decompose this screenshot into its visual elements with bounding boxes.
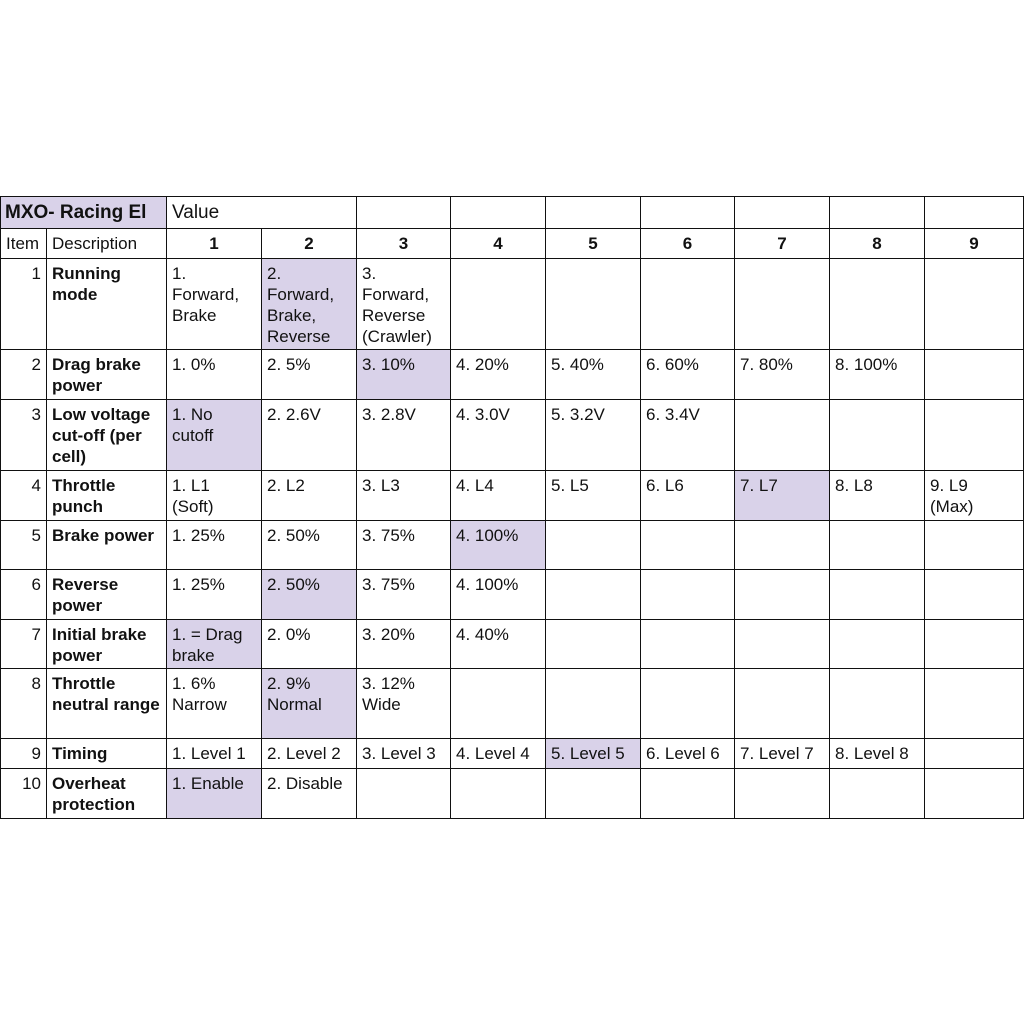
item-number-cell[interactable]: 4 xyxy=(0,471,47,521)
item-number-cell[interactable]: 9 xyxy=(0,739,47,769)
empty-cell[interactable] xyxy=(451,196,546,229)
option-cell[interactable] xyxy=(451,769,546,819)
option-cell[interactable] xyxy=(546,669,641,739)
option-cell[interactable] xyxy=(451,669,546,739)
option-cell[interactable]: 3. Forward, Reverse (Crawler) xyxy=(357,259,451,350)
option-cell[interactable] xyxy=(735,400,830,471)
option-cell[interactable]: 5. 40% xyxy=(546,350,641,400)
option-cell[interactable]: 2. 2.6V xyxy=(262,400,357,471)
option-cell[interactable]: 6. L6 xyxy=(641,471,735,521)
description-cell[interactable]: Reverse power xyxy=(47,570,167,620)
option-cell[interactable] xyxy=(735,570,830,620)
option-cell[interactable] xyxy=(830,669,925,739)
description-header-cell[interactable]: Description xyxy=(47,229,167,259)
item-number-cell[interactable]: 3 xyxy=(0,400,47,471)
empty-cell[interactable] xyxy=(735,196,830,229)
option-cell[interactable]: 1. L1 (Soft) xyxy=(167,471,262,521)
option-cell[interactable] xyxy=(925,769,1024,819)
description-cell[interactable]: Throttle neutral range xyxy=(47,669,167,739)
description-cell[interactable]: Initial brake power xyxy=(47,620,167,669)
item-number-cell[interactable]: 2 xyxy=(0,350,47,400)
option-cell[interactable]: 6. Level 6 xyxy=(641,739,735,769)
option-cell[interactable]: 4. 40% xyxy=(451,620,546,669)
option-cell[interactable] xyxy=(925,669,1024,739)
option-cell[interactable]: 3. Level 3 xyxy=(357,739,451,769)
option-cell[interactable] xyxy=(925,521,1024,570)
option-cell[interactable]: 3. 75% xyxy=(357,570,451,620)
option-cell[interactable] xyxy=(641,620,735,669)
option-cell[interactable]: 7. Level 7 xyxy=(735,739,830,769)
option-cell[interactable] xyxy=(735,669,830,739)
option-cell[interactable]: 4. 100% xyxy=(451,570,546,620)
description-cell[interactable]: Timing xyxy=(47,739,167,769)
item-header-cell[interactable]: Item xyxy=(0,229,47,259)
column-header-8[interactable]: 8 xyxy=(830,229,925,259)
option-cell[interactable]: 8. Level 8 xyxy=(830,739,925,769)
column-header-6[interactable]: 6 xyxy=(641,229,735,259)
option-cell[interactable]: 8. 100% xyxy=(830,350,925,400)
option-cell[interactable] xyxy=(641,521,735,570)
item-number-cell[interactable]: 10 xyxy=(0,769,47,819)
option-cell[interactable] xyxy=(830,259,925,350)
option-cell[interactable] xyxy=(735,259,830,350)
option-cell[interactable]: 3. 20% xyxy=(357,620,451,669)
option-cell[interactable] xyxy=(830,620,925,669)
selected-option-cell[interactable]: 2. 9% Normal xyxy=(262,669,357,739)
option-cell[interactable]: 5. L5 xyxy=(546,471,641,521)
option-cell[interactable] xyxy=(641,769,735,819)
option-cell[interactable]: 4. 20% xyxy=(451,350,546,400)
selected-option-cell[interactable]: 1. No cutoff xyxy=(167,400,262,471)
item-number-cell[interactable]: 7 xyxy=(0,620,47,669)
item-number-cell[interactable]: 5 xyxy=(0,521,47,570)
option-cell[interactable]: 2. Disable xyxy=(262,769,357,819)
description-cell[interactable]: Drag brake power xyxy=(47,350,167,400)
option-cell[interactable]: 7. 80% xyxy=(735,350,830,400)
option-cell[interactable] xyxy=(925,620,1024,669)
option-cell[interactable] xyxy=(830,769,925,819)
option-cell[interactable]: 1. 25% xyxy=(167,521,262,570)
option-cell[interactable] xyxy=(641,669,735,739)
option-cell[interactable]: 1. Level 1 xyxy=(167,739,262,769)
option-cell[interactable]: 6. 3.4V xyxy=(641,400,735,471)
empty-cell[interactable] xyxy=(641,196,735,229)
option-cell[interactable]: 2. 50% xyxy=(262,521,357,570)
option-cell[interactable] xyxy=(546,769,641,819)
option-cell[interactable]: 9. L9 (Max) xyxy=(925,471,1024,521)
option-cell[interactable] xyxy=(641,259,735,350)
option-cell[interactable] xyxy=(546,570,641,620)
column-header-4[interactable]: 4 xyxy=(451,229,546,259)
option-cell[interactable] xyxy=(925,739,1024,769)
option-cell[interactable] xyxy=(546,259,641,350)
option-cell[interactable]: 2. 0% xyxy=(262,620,357,669)
column-header-3[interactable]: 3 xyxy=(357,229,451,259)
description-cell[interactable]: Low voltage cut-off (per cell) xyxy=(47,400,167,471)
selected-option-cell[interactable]: 7. L7 xyxy=(735,471,830,521)
option-cell[interactable]: 3. 75% xyxy=(357,521,451,570)
option-cell[interactable]: 4. Level 4 xyxy=(451,739,546,769)
option-cell[interactable]: 5. 3.2V xyxy=(546,400,641,471)
column-header-1[interactable]: 1 xyxy=(167,229,262,259)
selected-option-cell[interactable]: 4. 100% xyxy=(451,521,546,570)
option-cell[interactable] xyxy=(546,521,641,570)
option-cell[interactable] xyxy=(925,570,1024,620)
selected-option-cell[interactable]: 3. 10% xyxy=(357,350,451,400)
option-cell[interactable]: 4. L4 xyxy=(451,471,546,521)
option-cell[interactable] xyxy=(830,521,925,570)
option-cell[interactable]: 8. L8 xyxy=(830,471,925,521)
option-cell[interactable] xyxy=(735,521,830,570)
selected-option-cell[interactable]: 2. 50% xyxy=(262,570,357,620)
option-cell[interactable] xyxy=(830,400,925,471)
option-cell[interactable] xyxy=(925,259,1024,350)
sheet-title-cell[interactable]: MXO- Racing El xyxy=(0,196,167,229)
option-cell[interactable]: 3. 2.8V xyxy=(357,400,451,471)
selected-option-cell[interactable]: 1. Enable xyxy=(167,769,262,819)
option-cell[interactable] xyxy=(357,769,451,819)
spreadsheet-table xyxy=(0,196,1024,822)
option-cell[interactable]: 4. 3.0V xyxy=(451,400,546,471)
description-cell[interactable]: Throttle punch xyxy=(47,471,167,521)
option-cell[interactable] xyxy=(925,400,1024,471)
option-cell[interactable] xyxy=(925,350,1024,400)
empty-cell[interactable] xyxy=(546,196,641,229)
column-header-5[interactable]: 5 xyxy=(546,229,641,259)
option-cell[interactable] xyxy=(451,259,546,350)
option-cell[interactable]: 1. Forward, Brake xyxy=(167,259,262,350)
column-header-2[interactable]: 2 xyxy=(262,229,357,259)
option-cell[interactable]: 3. 12% Wide xyxy=(357,669,451,739)
option-cell[interactable]: 6. 60% xyxy=(641,350,735,400)
option-cell[interactable] xyxy=(641,570,735,620)
option-cell[interactable] xyxy=(735,769,830,819)
selected-option-cell[interactable]: 2. Forward, Brake, Reverse xyxy=(262,259,357,350)
selected-option-cell[interactable]: 1. = Drag brake xyxy=(167,620,262,669)
option-cell[interactable]: 2. 5% xyxy=(262,350,357,400)
option-cell[interactable]: 1. 6% Narrow xyxy=(167,669,262,739)
item-number-cell[interactable]: 1 xyxy=(0,259,47,350)
option-cell[interactable]: 1. 0% xyxy=(167,350,262,400)
item-number-cell[interactable]: 6 xyxy=(0,570,47,620)
option-cell[interactable]: 2. L2 xyxy=(262,471,357,521)
value-header-cell[interactable]: Value xyxy=(167,196,357,229)
description-cell[interactable]: Running mode xyxy=(47,259,167,350)
empty-cell[interactable] xyxy=(925,196,1024,229)
empty-cell[interactable] xyxy=(357,196,451,229)
column-header-9[interactable]: 9 xyxy=(925,229,1024,259)
option-cell[interactable] xyxy=(546,620,641,669)
column-header-7[interactable]: 7 xyxy=(735,229,830,259)
empty-cell[interactable] xyxy=(830,196,925,229)
option-cell[interactable]: 1. 25% xyxy=(167,570,262,620)
description-cell[interactable]: Brake power xyxy=(47,521,167,570)
item-number-cell[interactable]: 8 xyxy=(0,669,47,739)
selected-option-cell[interactable]: 5. Level 5 xyxy=(546,739,641,769)
option-cell[interactable] xyxy=(830,570,925,620)
description-cell[interactable]: Overheat protection xyxy=(47,769,167,819)
option-cell[interactable]: 3. L3 xyxy=(357,471,451,521)
option-cell[interactable] xyxy=(735,620,830,669)
option-cell[interactable]: 2. Level 2 xyxy=(262,739,357,769)
